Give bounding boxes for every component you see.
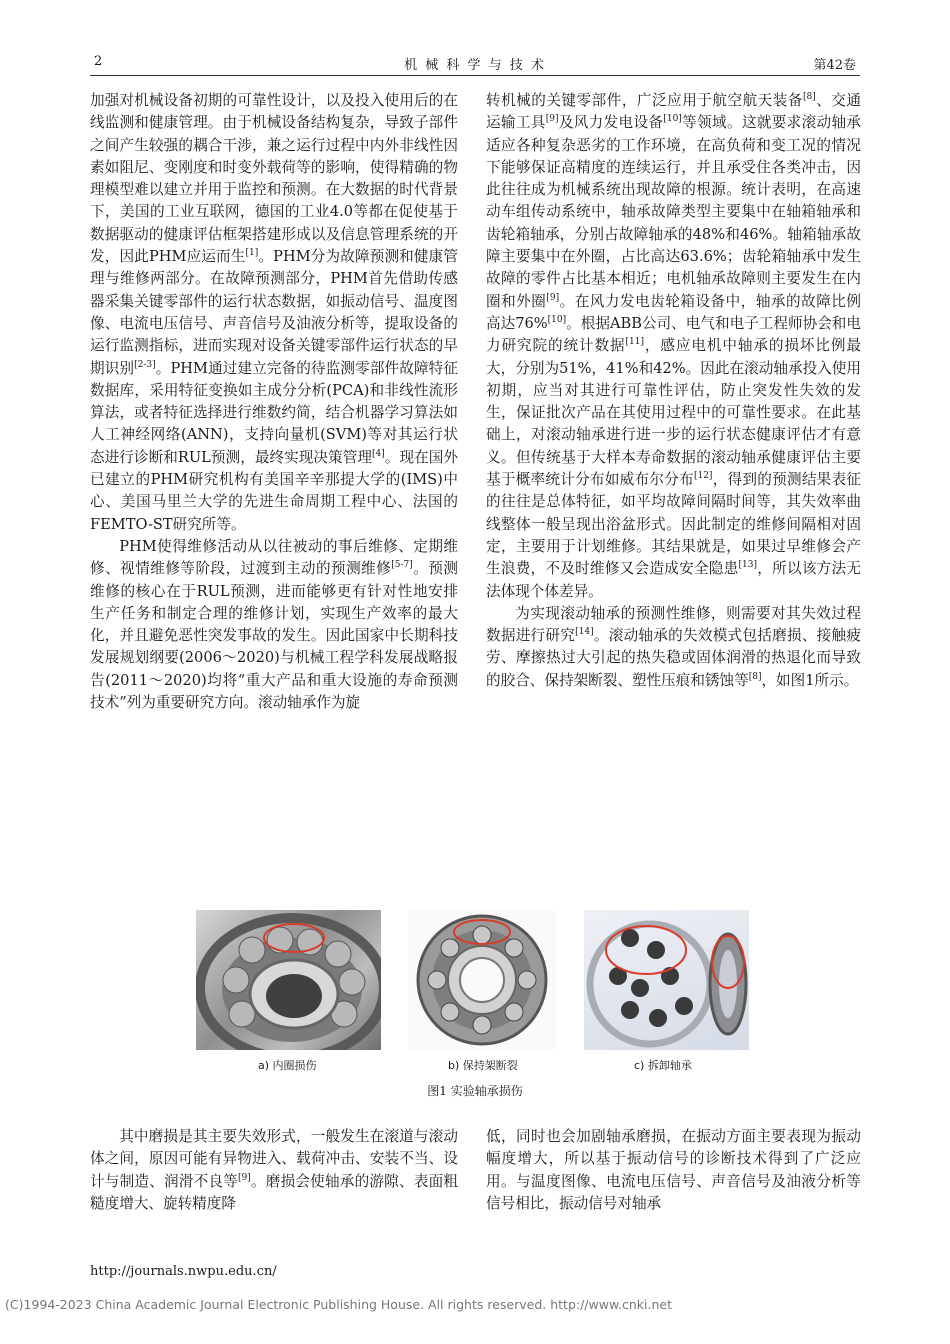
paragraph <box>486 603 861 692</box>
citation: [9] <box>545 114 559 125</box>
citation: [5-7] <box>391 560 413 571</box>
text-run: 。在风力发电齿轮箱设备中，轴承的故障比例高达76% <box>486 292 861 332</box>
left-column <box>90 90 458 714</box>
copyright-notice: (C)1994-2023 China Academic Journal Electronic Publishing House. All rights reserved. http://www.cnki.net <box>5 1297 672 1312</box>
citation: [14] <box>575 627 594 638</box>
bottom-right-column <box>486 1126 861 1215</box>
citation: [10] <box>547 315 567 326</box>
text-run: 、交通运输工具 <box>486 92 861 132</box>
citation: [1] <box>245 248 259 259</box>
header-rule <box>90 75 860 76</box>
text-run: 。滚动轴承的失效模式包括磨损、接触疲劳、摩擦热过大引起的热失稳或固体润滑的热退化而导致的胶合、保持架断裂、塑性压痕和锈蚀等 <box>486 627 861 689</box>
journal-title: 机 械 科 学 与 技 术 <box>404 58 546 73</box>
subcaption-b: b) 保持架断裂 <box>448 1059 518 1072</box>
citation: [11] <box>625 337 644 348</box>
figure-caption: 图1 实验轴承损伤 <box>427 1084 523 1098</box>
paragraph <box>90 90 458 536</box>
subcaption-c: c) 拆卸轴承 <box>634 1059 692 1072</box>
text-run: 其中磨损是其主要失效形式，一般发生在滚道与滚动体之间，原因可能有异物进入、载荷冲击、安装不当、设计与制造、润滑不良等 <box>90 1128 458 1190</box>
photo-inner-ring-damage <box>196 910 381 1050</box>
paragraph <box>90 536 458 714</box>
citation: [8] <box>748 671 762 682</box>
citation: [10] <box>663 114 682 125</box>
text-run: 。PHM通过建立完备的待监测零部件故障特征数据库，采用特征变换如主成分分析(PCA)和非线性流形算法，或者特征选择进行维数约简，结合机器学习算法如人工神经网络(ANN)，支持向量机(SVM)等对其运行状态进行诊断和RUL预测，最终实现决策管理 <box>90 359 458 466</box>
citation: [9] <box>546 292 560 303</box>
text-run: ，得到的预测结果表征的往往是总体特征，如平均故障间隔时间等，其失效率曲线整体一般呈现出浴盆形式。因此制定的维修间隔相对固定，主要用于计划维修。其结果就是，如果过早维修会产生浪费，不及时维修又会造成安全隐患 <box>486 471 861 578</box>
text-run: 。PHM分为故障预测和健康管理与维修两部分。在故障预测部分，PHM首先借助传感器采集关键零部件的运行状态数据，如振动信号、温度图像、电流电压信号、声音信号及油液分析等，提取设备的运行监测指标，进而实现对设备关键零部件运行状态的早期识别 <box>90 248 458 377</box>
page-number: 2 <box>94 54 103 69</box>
text-run: 。现在国外已建立的PHM研究机构有美国辛辛那提大学的(IMS)中心、美国马里兰大学的先进生命周期工程中心、法国的FEMTO-ST研究所等。 <box>90 448 458 533</box>
photo-cage-fracture <box>408 910 556 1050</box>
bottom-left-column <box>90 1126 458 1215</box>
subcaption-a: a) 内圈损伤 <box>258 1059 317 1072</box>
right-column <box>486 90 861 692</box>
text-run: 低，同时也会加剧轴承磨损，在振动方面主要表现为振动幅度增大，所以基于振动信号的诊断技术得到了广泛应用。与温度图像、电流电压信号、声音信号及油液分析等信号相比，振动信号对轴承 <box>486 1128 861 1212</box>
text-run: ，所以该方法无法体现个体差异。 <box>486 560 861 600</box>
volume-label: 第42卷 <box>813 58 856 73</box>
citation: [13] <box>738 560 757 571</box>
paragraph <box>486 90 861 603</box>
citation: [2-3] <box>134 359 156 370</box>
text-run: ，感应电机中轴承的损坏比例最大，分别为51%，41%和42%。因此在滚动轴承投入使用初期，应当对其进行可靠性评估，防止突发性失效的发生，保证批次产品在其使用过程中的可靠性要求。在此基础上，对滚动轴承进行进一步的运行状态健康评估才有意义。但传统基于大样本寿命数据的滚动轴承健康评估主要基于概率统计分布如威布尔分布 <box>486 337 861 489</box>
citation: [8] <box>802 92 816 103</box>
text-run: PHM使得维修活动从以往被动的事后维修、定期维修、视情维修等阶段，过渡到主动的预测维修 <box>90 537 458 578</box>
text-run: 转机械的关键零部件，广泛应用于航空航天装备 <box>486 92 803 109</box>
citation: [9] <box>238 1172 251 1183</box>
text-run: 为实现滚动轴承的预测性维修，则需要对其失效过程数据进行研究 <box>486 604 861 645</box>
text-run: ，如图1所示。 <box>761 671 859 689</box>
text-run: 。根据ABB公司、电气和电子工程师协会和电力研究院的统计数据 <box>486 314 862 355</box>
running-header <box>90 50 860 76</box>
text-run: 。磨损会使轴承的游隙、表面粗糙度增大、旋转精度降 <box>90 1172 458 1212</box>
text-run: 等领域。这就要求滚动轴承适应各种复杂恶劣的工作环境，在高负荷和变工况的情况下能够保证高精度的连续运行，并且承受住各类冲击，因此往往成为机械系统出现故障的根源。统计表明，在高速动车组传动系统中，轴承故障类型主要集中在轴箱轴承和齿轮箱轴承，分别占故障轴承的48%和46%。轴箱轴承故障主要集中在外圈，占比高达63.6%；齿轮箱轴承中发生故障的零件占比基本相近；电机轴承故障则主要发生在内圈和外圈 <box>486 114 861 310</box>
figure-1 <box>196 910 748 1050</box>
photo-disassembled-bearing <box>584 910 749 1050</box>
text-run: 及风力发电设备 <box>558 114 664 132</box>
paragraph <box>90 1126 458 1215</box>
text-run: 。预测维修的核心在于RUL预测，进而能够更有针对性地安排生产任务和制定合理的维修计划，实现生产效率的最大化，并且避免恶性突发事故的发生。因此国家中长期科技发展规划纲要(2006～2020)与机械工程学科发展战略报告(2011～2020)均将“重大产品和重大设施的寿命预测技术”列为重要研究方向。滚动轴承作为旋 <box>90 560 458 712</box>
text-run: 加强对机械设备初期的可靠性设计，以及投入使用后的在线监测和健康管理。由于机械设备结构复杂，导致子部件之间产生较强的耦合干涉，兼之运行过程中内外非线性因素如阻尼、变刚度和时变外载荷等的影响，使得精确的物理模型难以建立并用于监控和预测。在大数据的时代背景下，美国的工业互联网，德国的工业4.0等都在促使基于数据驱动的健康评估框架搭建形成以及信息管理系统的开发，因此PHM应运而生 <box>90 92 458 266</box>
citation: [4] <box>372 448 385 459</box>
journal-url[interactable]: http://journals.nwpu.edu.cn/ <box>90 1264 277 1279</box>
paragraph <box>486 1126 861 1215</box>
citation: [12] <box>693 471 713 482</box>
